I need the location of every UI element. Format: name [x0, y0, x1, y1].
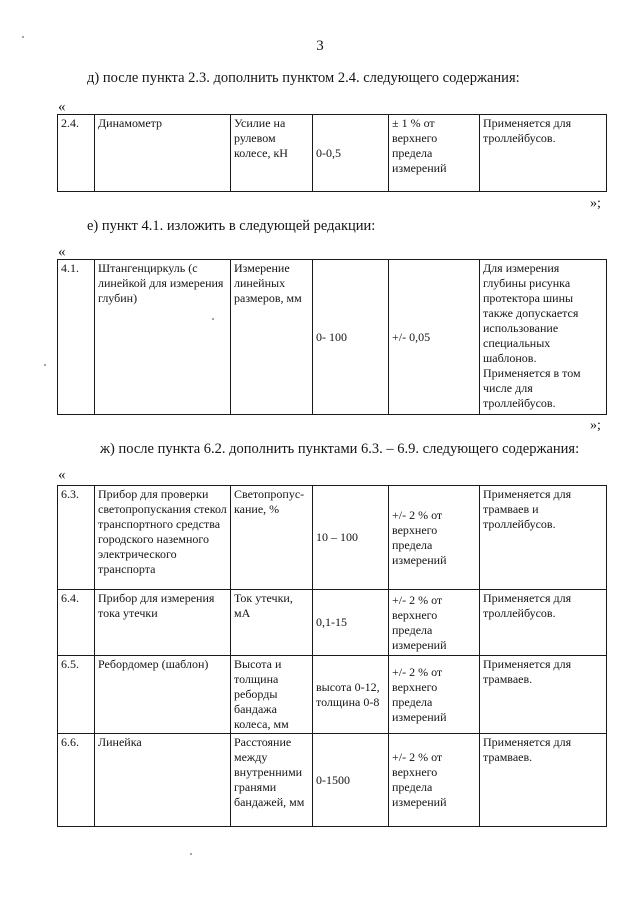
close-quote-d: »;: [590, 196, 601, 211]
row-range: 10 – 100: [313, 486, 389, 590]
row-num: 6.3.: [58, 486, 95, 590]
section-heading-zh: ж) после пункта 6.2. дополнить пунктами 6.3. – 6.9. следующего содержания:: [100, 441, 580, 457]
table-e: [57, 259, 607, 415]
row-error: +/- 2 % от верхнего предела измерений: [389, 734, 480, 827]
row-num: 6.6.: [58, 734, 95, 827]
row-name: Ребордомер (шаблон): [95, 656, 231, 734]
row-error: +/- 2 % от верхнего предела измерений: [389, 486, 480, 590]
row-note: Применяется для троллейбусов.: [480, 590, 607, 656]
row-param: Высота и толщина реборды бандажа колеса, мм: [231, 656, 313, 734]
close-quote-e: »;: [590, 418, 601, 433]
row-name: Линейка: [95, 734, 231, 827]
open-quote-zh: «: [58, 467, 66, 483]
section-heading-e: е) пункт 4.1. изложить в следующей редакции:: [87, 218, 376, 234]
row-error: +/- 0,05: [389, 260, 480, 415]
row-range: 0-1500: [313, 734, 389, 827]
row-note: Применяется для трамваев и троллейбусов.: [480, 486, 607, 590]
row-param: Светопропус-кание, %: [231, 486, 313, 590]
row-range: 0,1-15: [313, 590, 389, 656]
section-heading-d: д) после пункта 2.3. дополнить пунктом 2.4. следующего содержания:: [87, 70, 520, 86]
open-quote-e: «: [58, 244, 66, 260]
open-quote-d: «: [58, 99, 66, 115]
table-zh: [57, 485, 607, 827]
row-param: Расстояние между внутренними гранями бандажей, мм: [231, 734, 313, 827]
table-row: [58, 656, 607, 734]
row-param: Усилие на рулевом колесе, кН: [231, 115, 313, 192]
row-note: Применяется для трамваев.: [480, 734, 607, 827]
row-note: Применяется для троллейбусов.: [480, 115, 607, 192]
row-note: Для измерения глубины рисунка протектора шины также допускается использование специальных шаблонов. Применяется в том числе для троллейбусов.: [480, 260, 607, 415]
table-row: [58, 260, 607, 415]
scan-speck: [190, 853, 192, 855]
row-name: Прибор для измерения тока утечки: [95, 590, 231, 656]
row-note: Применяется для трамваев.: [480, 656, 607, 734]
row-num: 6.5.: [58, 656, 95, 734]
table-row: [58, 590, 607, 656]
row-param: Измерение линейных размеров, мм: [231, 260, 313, 415]
row-name: Штангенциркуль (с линейкой для измерения глубин): [95, 260, 231, 415]
scan-speck: [44, 364, 46, 366]
scan-speck: [212, 318, 214, 320]
table-row: [58, 115, 607, 192]
row-name: Динамометр: [95, 115, 231, 192]
row-error: ± 1 % от верхнего предела измерений: [389, 115, 480, 192]
row-range: 0- 100: [313, 260, 389, 415]
row-num: 2.4.: [58, 115, 95, 192]
row-num: 4.1.: [58, 260, 95, 415]
row-error: +/- 2 % от верхнего предела измерений: [389, 656, 480, 734]
scan-speck: [22, 36, 24, 38]
table-d: [57, 114, 607, 192]
row-param: Ток утечки, мА: [231, 590, 313, 656]
table-row: [58, 734, 607, 827]
row-range: 0-0,5: [313, 115, 389, 192]
row-num: 6.4.: [58, 590, 95, 656]
row-error: +/- 2 % от верхнего предела измерений: [389, 590, 480, 656]
row-range: высота 0-12, толщина 0-8: [313, 656, 389, 734]
table-row: [58, 486, 607, 590]
page-number: 3: [316, 38, 324, 54]
row-name: Прибор для проверки светопропускания стекол транспортного средства городского наземного электрического транспорта: [95, 486, 231, 590]
